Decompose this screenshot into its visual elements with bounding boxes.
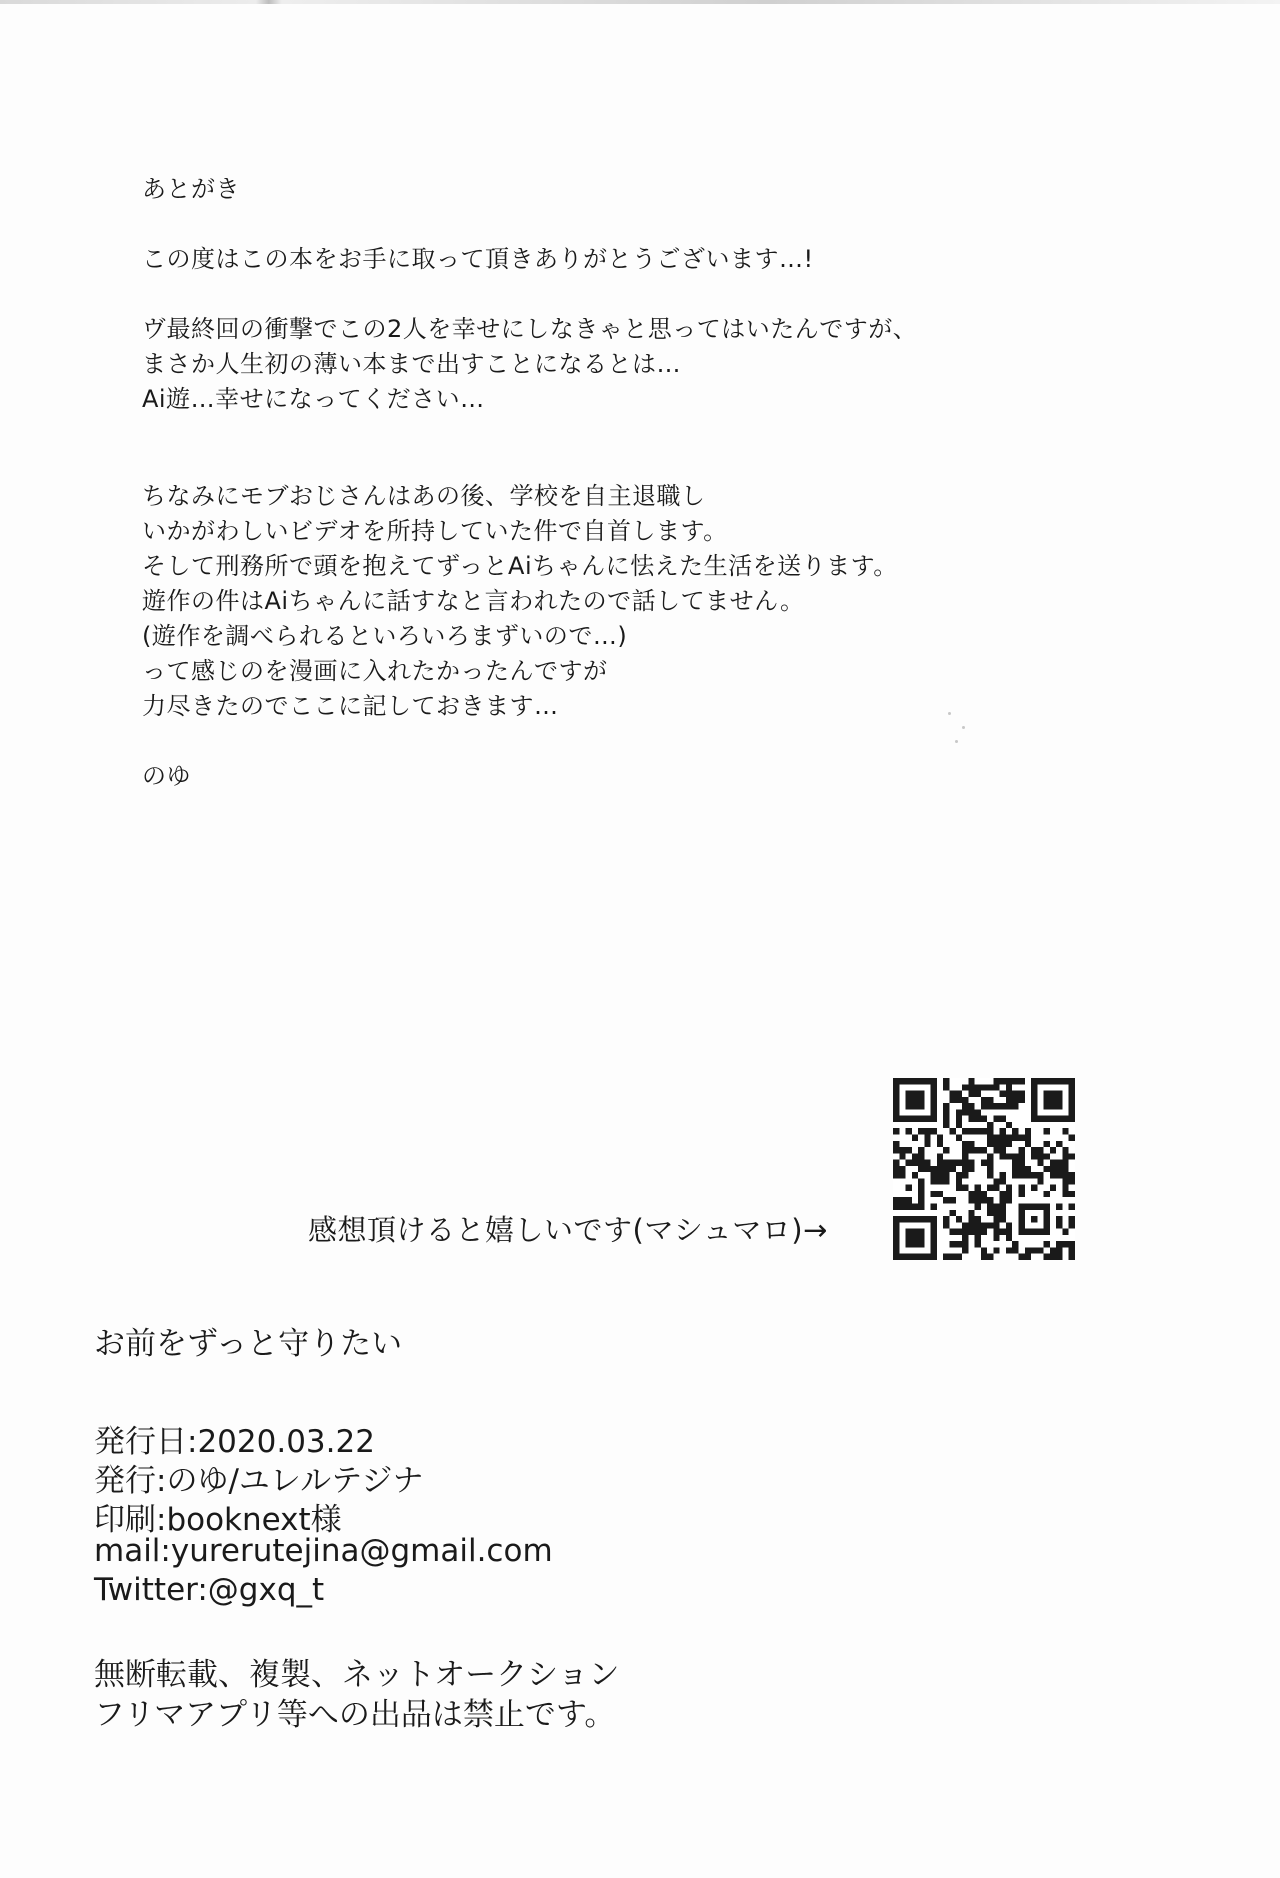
publisher: 発行:のゆ/ユレルテジナ	[94, 1463, 424, 1499]
afterword-heading: あとがき	[142, 175, 240, 203]
afterword-line: 力尽きたのでここに記しておきます…	[142, 692, 559, 720]
twitter-handle[interactable]: Twitter:@gxq_t	[94, 1572, 325, 1608]
publish-date: 発行日:2020.03.22	[94, 1424, 375, 1460]
scan-speck	[962, 726, 965, 729]
colophon-section	[94, 1318, 994, 1733]
notice-line: 無断転載、複製、ネットオークション	[94, 1657, 620, 1693]
scan-edge	[0, 0, 1280, 4]
reproduction-notice	[94, 1649, 994, 1733]
afterword-line: まさか人生初の薄い本まで出すことになるとは…	[142, 350, 681, 378]
impressions-label: 感想頂けると嬉しいです(マシュマロ)→	[308, 1213, 828, 1247]
afterword-line: って感じのを漫画に入れたかったんですが	[142, 657, 608, 685]
scan-speck	[948, 712, 951, 715]
qr-code-icon[interactable]	[893, 1078, 1075, 1260]
notice-line: フリマアプリ等への出品は禁止です。	[94, 1697, 616, 1733]
scan-speck	[955, 740, 958, 743]
afterword-line: そして刑務所で頭を抱えてずっとAiちゃんに怯えた生活を送ります。	[142, 552, 898, 580]
contact-email[interactable]: mail:yurerutejina@gmail.com	[94, 1533, 553, 1569]
afterword-line: ちなみにモブおじさんはあの後、学校を自主退職し	[142, 482, 706, 510]
afterword-line: いかがわしいビデオを所持していた件で自首します。	[142, 517, 728, 545]
afterword-line: Ai遊…幸せになってください…	[142, 385, 485, 413]
afterword-line: ヴ最終回の衝撃でこの2人を幸せにしなきゃと思ってはいたんですが、	[142, 315, 918, 343]
afterword-line: (遊作を調べられるといろいろまずいので…)	[142, 622, 628, 650]
afterword-signature: のゆ	[142, 762, 191, 790]
book-title: お前をずっと守りたい	[94, 1326, 403, 1362]
afterword-thanks: この度はこの本をお手に取って頂きありがとうございます…!	[142, 245, 814, 273]
afterword-line: 遊作の件はAiちゃんに話すなと言われたので話してません。	[142, 587, 805, 615]
printer: 印刷:booknext様	[94, 1502, 342, 1538]
afterword-section	[142, 172, 1142, 794]
